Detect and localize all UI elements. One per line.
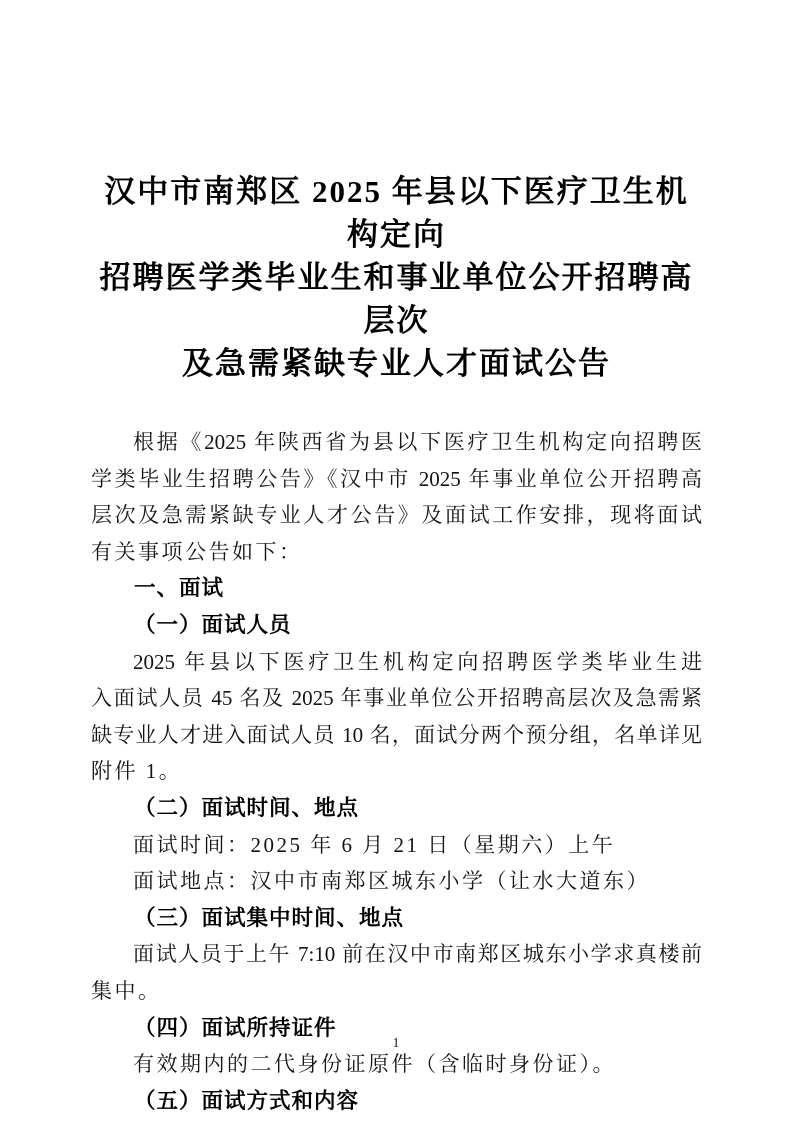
section-heading: （二）面试时间、地点 <box>134 795 360 820</box>
section-heading: （一）面试人员 <box>134 612 292 637</box>
document-content-area <box>91 0 702 1119</box>
document-title <box>91 170 702 385</box>
text-line: 集中。 <box>91 978 162 1003</box>
text-line: 2025 年县以下医疗卫生机构定向招聘医学类毕业生进 <box>133 649 702 674</box>
text-line: 入面试人员 45 名及 2025 年事业单位公开招聘高层次及急需紧 <box>91 686 702 711</box>
text-line: 面试地点：汉中市南郑区城东小学（让水大道东） <box>133 869 650 894</box>
text-line: 根据《2025 年陕西省为县以下医疗卫生机构定向招聘医 <box>133 430 702 454</box>
title-line-2: 招聘医学类毕业生和事业单位公开招聘高层次 <box>99 260 694 338</box>
document-body <box>91 424 702 1119</box>
text-line: 学类毕业生招聘公告》《汉中市 2025 年事业单位公开招聘高 <box>91 466 702 491</box>
text-line: 有关事项公告如下： <box>91 539 303 564</box>
section-heading: （五）面试方式和内容 <box>134 1088 360 1113</box>
section-heading: （四）面试所持证件 <box>134 1015 337 1040</box>
text-line: 层次及急需紧缺专业人才公告》及面试工作安排，现将面试 <box>91 503 702 528</box>
text-line: 有效期内的二代身份证原件（含临时身份证）。 <box>133 1052 616 1077</box>
text-line: 附件 1。 <box>91 759 183 784</box>
title-line-3: 及急需紧缺专业人才面试公告 <box>182 346 611 381</box>
page-number: 1 <box>392 1036 400 1051</box>
section-heading: （三）面试集中时间、地点 <box>134 905 405 930</box>
text-line: 面试时间：2025 年 6 月 21 日（星期六）上午 <box>133 832 616 857</box>
text-line: 缺专业人才进入面试人员 10 名，面试分两个预分组，名单详见 <box>91 722 702 747</box>
title-line-1: 汉中市南郑区 2025 年县以下医疗卫生机构定向 <box>104 174 689 252</box>
text-line: 面试人员于上午 7:10 前在汉中市南郑区城东小学求真楼前 <box>133 942 702 967</box>
section-heading: 一、面试 <box>134 576 225 601</box>
